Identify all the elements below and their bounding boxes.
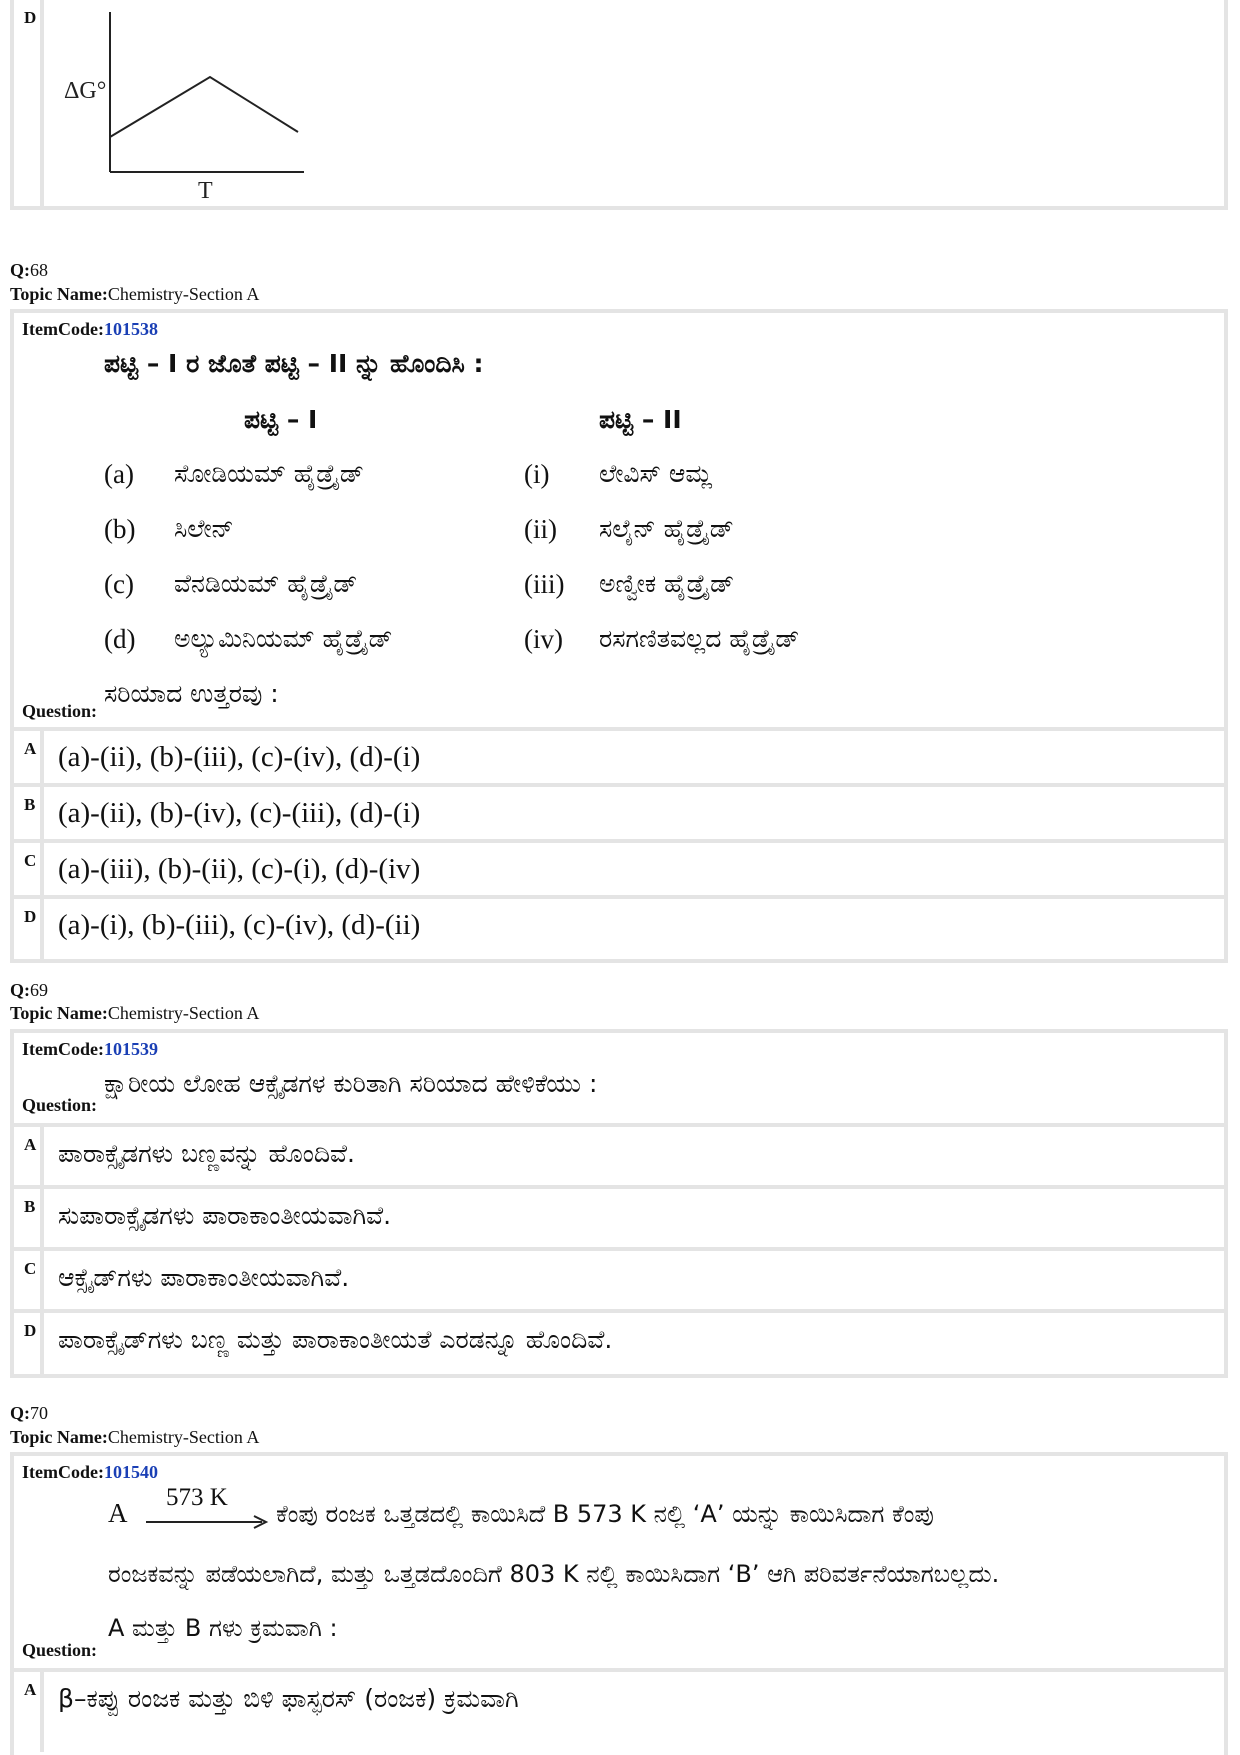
topic-name: Topic Name:Chemistry-Section A	[10, 284, 260, 304]
question-label: Question:	[22, 701, 98, 721]
q68-question-box	[10, 309, 1228, 963]
item-code: ItemCode:101538	[22, 319, 158, 339]
question-line-3: A ಮತ್ತು B ಗಳು ಕ್ರಮವಾಗಿ :	[108, 1614, 338, 1642]
option-c[interactable]	[14, 843, 1224, 899]
option-text: ಸುಪಾರಾಕ್ಸೈಡಗಳು ಪಾರಾಕಾಂತೀಯವಾಗಿವೆ.	[58, 1201, 392, 1230]
option-d[interactable]	[14, 1313, 1224, 1376]
option-b[interactable]	[14, 1189, 1224, 1251]
list1-item: ವೆನಡಿಯಮ್ ಹೈಡ್ರೈಡ್	[174, 569, 358, 598]
option-a[interactable]	[14, 1127, 1224, 1189]
option-letter: D	[14, 899, 44, 959]
option-text: ಪಾರಾಕ್ಸೈಡ್‌ಗಳು ಬಣ್ಣ ಮತ್ತು ಪಾರಾಕಾಂತೀಯತೆ ಎರಡನ್ನೂ ಹೊಂದಿವೆ.	[58, 1325, 613, 1354]
option-b[interactable]	[14, 787, 1224, 843]
match-intro: ಪಟ್ಟಿ – I ರ ಜೊತೆ ಪಟ್ಟಿ – II ನ್ನು ಹೊಂದಿಸಿ :	[104, 349, 484, 378]
option-letter: A	[14, 1127, 44, 1185]
option-letter: A	[14, 1672, 44, 1752]
option-letter: C	[14, 1251, 44, 1309]
topic-name: Topic Name:Chemistry-Section A	[10, 1427, 260, 1447]
option-letter: D	[14, 1313, 44, 1376]
question-label: Question:	[22, 1640, 98, 1660]
list2-item: ಸಲೈನ್ ಹೈಡ್ರೈಡ್	[599, 514, 734, 543]
list2-header: ಪಟ್ಟಿ – II	[599, 405, 682, 434]
graph-x-label: T	[198, 178, 213, 204]
list1-key: (d)	[104, 624, 136, 654]
list1-item: ಸಿಲೇನ್	[174, 514, 234, 543]
question-label: Question:	[22, 1095, 98, 1115]
option-d[interactable]	[14, 899, 1224, 959]
q70-question-box	[10, 1452, 1228, 1755]
option-letter: C	[14, 843, 44, 895]
list2-item: ಅಣ್ವೀಕ ಹೈಡ್ರೈಡ್	[599, 569, 735, 598]
option-text: ಆಕ್ಸೈಡ್‌ಗಳು ಪಾರಾಕಾಂತೀಯವಾಗಿವೆ.	[58, 1263, 350, 1292]
graph-y-label: ΔG°	[64, 78, 107, 104]
list1-key: (b)	[104, 514, 136, 544]
list2-item: ಲೇವಿಸ್ ಆಮ್ಲ	[599, 459, 713, 488]
reaction-reactant: A	[108, 1498, 128, 1528]
option-text: (a)-(i), (b)-(iii), (c)-(iv), (d)-(ii)	[58, 909, 421, 941]
option-letter: D	[14, 0, 44, 206]
option-letter: A	[14, 731, 44, 783]
option-text: (a)-(ii), (b)-(iv), (c)-(iii), (d)-(i)	[58, 797, 421, 829]
list1-item: ಸೋಡಿಯಮ್ ಹೈಡ್ರೈಡ್	[174, 459, 364, 488]
list1-item: ಅಲ್ಯುಮಿನಿಯಮ್ ಹೈಡ್ರೈಡ್	[174, 624, 393, 653]
list2-key: (i)	[524, 459, 550, 489]
item-code: ItemCode:101540	[22, 1462, 158, 1482]
question-line-2: ರಂಜಕವನ್ನು ಪಡೆಯಲಾಗಿದೆ, ಮತ್ತು ಒತ್ತಡದೊಂದಿಗೆ 803 K ನಲ್ಲಿ ಕಾಯಿಸಿದಾಗ ‘B’ ಆಗಿ ಪರಿವರ್ತನೆಯಾಗಬಲ್ಲದು.	[108, 1560, 1000, 1588]
question-number: Q:70	[10, 1403, 48, 1423]
item-code: ItemCode:101539	[22, 1039, 158, 1059]
q69-options	[14, 1123, 1224, 1374]
option-a[interactable]	[14, 731, 1224, 787]
list1-key: (c)	[104, 569, 134, 599]
option-letter: B	[14, 787, 44, 839]
question-line-1: ಕೆಂಪು ರಂಜಕ ಒತ್ತಡದಲ್ಲಿ ಕಾಯಿಸಿದೆ B 573 K ನಲ್ಲಿ ‘A’ ಯನ್ನು ಕಾಯಿಸಿದಾಗ ಕೆಂಪು	[276, 1500, 934, 1528]
reaction-arrow-label: 573 K	[166, 1484, 228, 1511]
option-a[interactable]	[14, 1672, 1224, 1752]
list2-key: (ii)	[524, 514, 557, 544]
reaction-arrow-icon	[144, 1514, 274, 1530]
q69-question-box	[10, 1029, 1228, 1378]
question-prompt: ಸರಿಯಾದ ಉತ್ತರವು :	[104, 679, 279, 708]
graph-curve	[110, 77, 298, 137]
option-c[interactable]	[14, 1251, 1224, 1313]
option-letter: B	[14, 1189, 44, 1247]
option-text: (a)-(ii), (b)-(iii), (c)-(iv), (d)-(i)	[58, 741, 421, 773]
delta-g-vs-t-graph	[54, 0, 354, 205]
question-number: Q:69	[10, 980, 48, 1000]
option-text: (a)-(iii), (b)-(ii), (c)-(i), (d)-(iv)	[58, 853, 421, 885]
topic-name: Topic Name:Chemistry-Section A	[10, 1003, 260, 1023]
q70-options	[14, 1668, 1224, 1755]
question-number: Q:68	[10, 260, 48, 280]
list1-key: (a)	[104, 459, 134, 489]
question-text: ಕ್ಷಾರೀಯ ಲೋಹ ಆಕ್ಸೈಡಗಳ ಕುರಿತಾಗಿ ಸರಿಯಾದ ಹೇಳಿಕೆಯು :	[104, 1069, 598, 1098]
list2-key: (iv)	[524, 624, 563, 654]
option-text: ಪಾರಾಕ್ಸೈಡಗಳು ಬಣ್ಣವನ್ನು ಹೊಂದಿವೆ.	[58, 1139, 355, 1168]
prev-option-d-box	[10, 0, 1228, 210]
option-text: β–ಕಪ್ಪು ರಂಜಕ ಮತ್ತು ಬಿಳಿ ಫಾಸ್ಫರಸ್ (ರಂಜಕ) ಕ್ರಮವಾಗಿ	[58, 1684, 519, 1713]
list2-item: ರಸಗಣಿತವಲ್ಲದ ಹೈಡ್ರೈಡ್	[599, 624, 800, 653]
list1-header: ಪಟ್ಟಿ – I	[244, 405, 318, 434]
q68-options	[14, 727, 1224, 959]
list2-key: (iii)	[524, 569, 565, 599]
